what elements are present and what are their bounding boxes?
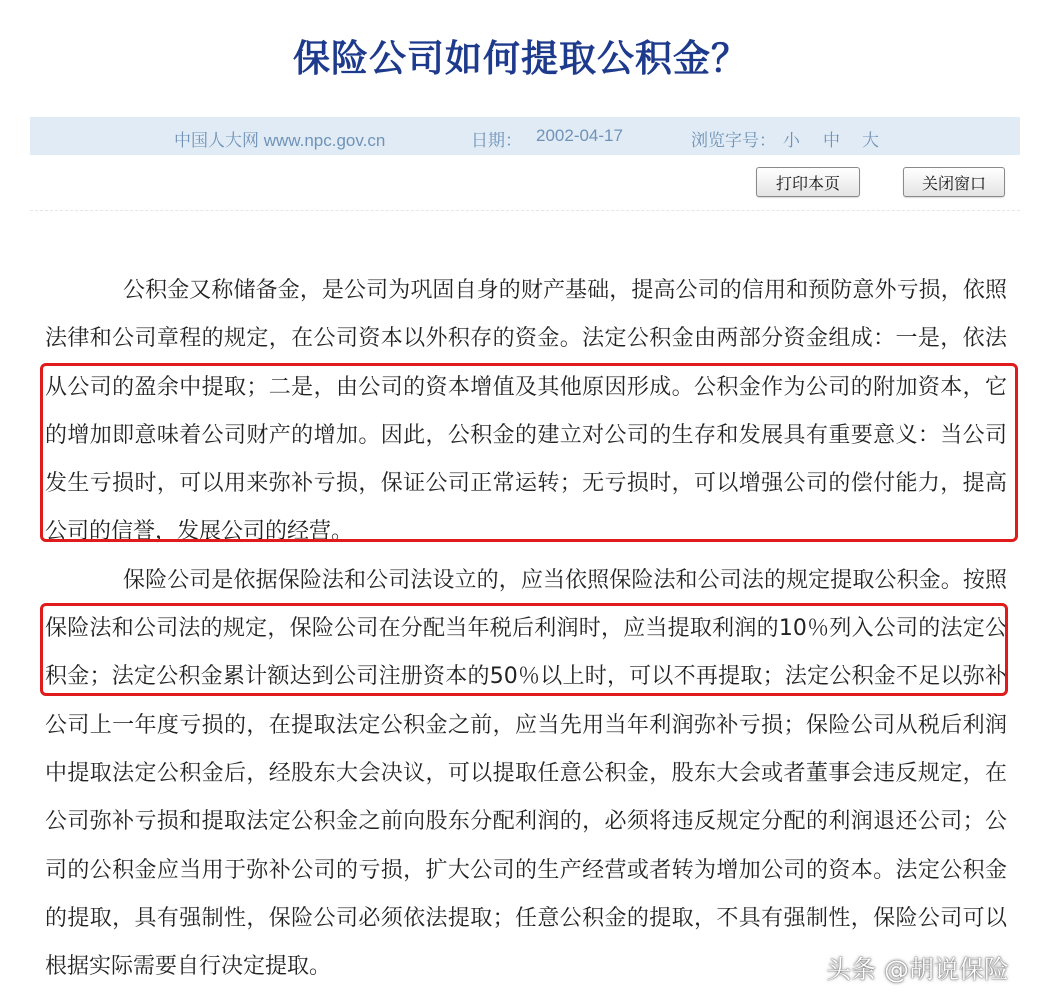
article-paragraph-1: 公积金又称储备金，是公司为巩固自身的财产基础，提高公司的信用和预防意外亏损，依照法律和公司章程的规定，在公司资本以外积存的资金。法定公积金由两部分资金组成：一是，依法从公司的盈余中提取；二是，由公司的资本增值及其他原因形成。公积金作为公司的附加资本，它的增加即意味着公司财产的增加。因此，公积金的建立对公司的生存和发展具有重要意义：当公司发生亏损时，可以用来弥补亏损，保证公司正常运转；无亏损时，可以增强公司的偿付能力，提高公司的信誉，发展公司的经营。 [45, 278, 1007, 545]
article-body [45, 267, 1007, 991]
divider [30, 210, 1020, 211]
article-meta-bar [30, 117, 1020, 155]
close-window-button[interactable]: 关闭窗口 [903, 167, 1005, 197]
font-size-small-link[interactable]: 小 [783, 131, 800, 150]
page-title: 保险公司如何提取公积金？ [293, 36, 749, 80]
publish-date: 2002-04-17 [536, 126, 623, 145]
article-paragraph-2: 保险公司是依据保险法和公司法设立的，应当依照保险法和公司法的规定提取公积金。按照保险法和公司法的规定，保险公司在分配当年税后利润时，应当提取利润的10％列入公司的法定公积金；法定公积金累计额达到公司注册资本的50％以上时，可以不再提取；法定公积金不足以弥补公司上一年度亏损的，在提取法定公积金之前，应当先用当年利润弥补亏损；保险公司从税后利润中提取法定公积金后，经股东大会决议，可以提取任意公积金，股东大会或者董事会违反规定，在公司弥补亏损和提取法定公积金之前向股东分配利润的，必须将违反规定分配的利润退还公司；公司的公积金应当用于弥补公司的亏损，扩大公司的生产经营或者转为增加公司的资本。法定公积金的提取，具有强制性，保险公司必须依法提取；任意公积金的提取，不具有强制性，保险公司可以根据实际需要自行决定提取。 [45, 567, 1007, 980]
site-name: 中国人大网 www.npc.gov.cn [174, 131, 386, 150]
watermark: 头条 @胡说保险 [826, 955, 1009, 984]
font-size-label: 浏览字号： [691, 131, 776, 150]
print-page-button[interactable]: 打印本页 [756, 167, 860, 197]
date-label: 日期： [471, 131, 522, 150]
font-size-large-link[interactable]: 大 [862, 131, 879, 150]
font-size-medium-link[interactable]: 中 [823, 131, 840, 150]
